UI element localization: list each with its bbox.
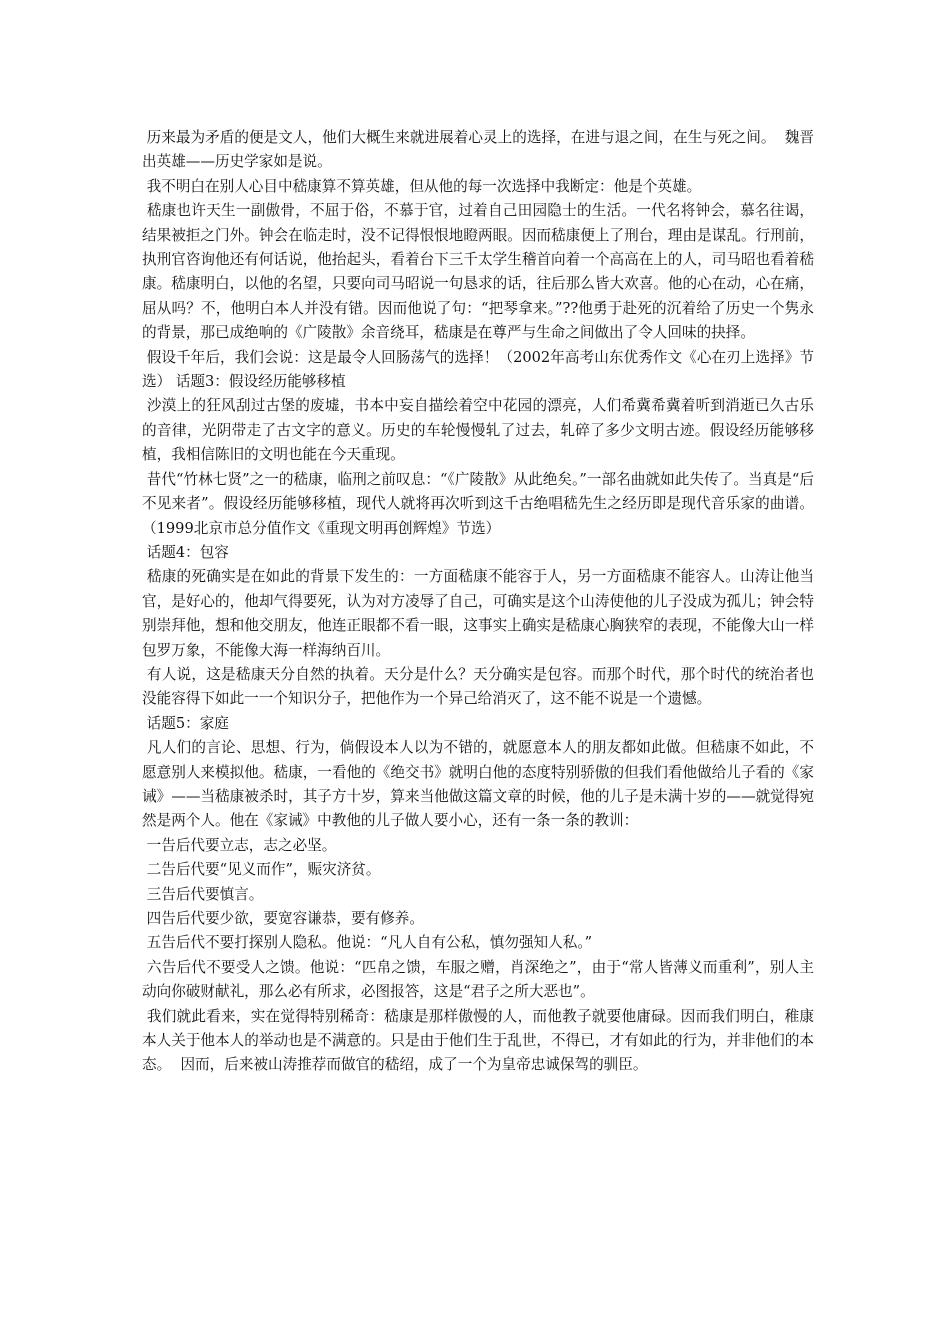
- paragraph: 假设千年后，我们会说：这是最令人回肠荡气的选择！（2002年高考山东优秀作文《心在刃上选择》节选） 话题3：假设经历能够移植: [142, 348, 814, 391]
- section-heading: 话题4：包容: [142, 543, 229, 561]
- list-item: 一告后代要立志，志之必坚。: [142, 836, 337, 854]
- list-item: 五告后代不要打探别人隐私。他说：“凡人自有公私，慎勿强知人私。”: [142, 934, 593, 952]
- list-item: 二告后代要“见义而作”，赈灾济贫。: [142, 861, 381, 879]
- paragraph: 沙漠上的狂风刮过古堡的废墟，书本中妄自描绘着空中花园的漂亮，人们希冀希冀着听到消逝已久古乐的音律，光阴带走了古文字的意义。历史的车轮慢慢轧了过去，轧碎了多少文明古迹。假设经历能够移植，我相信陈旧的文明也能在今天重现。: [142, 397, 815, 464]
- paragraph: 昔代“竹林七贤”之一的嵇康，临刑之前叹息：“《广陵散》从此绝矣。”一部名曲就如此失传了。当真是“后不见来者”。假设经历能够移植，现代人就将再次听到这千古绝唱嵇先生之经历即是现代音乐家的曲谱。（1999北京市总分值作文《重现文明再创辉煌》节选）: [142, 470, 815, 537]
- list-item: 四告后代要少欲，要宽容谦恭，要有修养。: [142, 910, 424, 927]
- paragraph: 嵇康也许天生一副傲骨，不屈于俗，不慕于官，过着自己田园隐士的生活。一代名将钟会，慕名往谒，结果被拒之门外。钟会在临走时，没不记得恨恨地瞪两眼。因而嵇康便上了刑台，理由是谋乱。行刑前，执刑官咨询他还有何话说，他抬起头，看着台下三千太学生稽首向着一个高高在上的人，司马昭也看着嵇康。嵇康明白，以他的名望，只要向司马昭说一句恳求的话，往后那么皆大欢喜。他的心在动，心在痛，屈从吗？不，他明白本人并没有错。因而他说了句：“把琴拿来。”??他勇于赴死的沉着给了历史一个隽永的背景，那已成绝响的《广陵散》余音绕耳，嵇康是在尊严与生命之间做出了令人回味的抉择。: [142, 202, 815, 342]
- paragraph: 有人说，这是嵇康天分自然的执着。天分是什么？天分确实是包容。而那个时代，那个时代的统治者也没能容得下如此一一个知识分子，把他作为一个异己给消灭了，这不能不说是一个遗憾。: [142, 665, 815, 708]
- list-item: 六告后代不要受人之馈。他说：“匹帛之馈，车服之赠，肖深绝之”，由于“常人皆薄义而重利”，别人主动向你破财献礼，那么必有所求，必图报答，这是“君子之所大恶也”。: [142, 958, 814, 1001]
- paragraph: 我们就此看来，实在觉得特别稀奇：嵇康是那样傲慢的人，而他教子就要他庸碌。因而我们明白，稚康本人关于他本人的举动也是不满意的。只是由于他们生于乱世，不得已，才有如此的行为，并非他们的本态。 因而，后来被山涛推荐而做官的嵇绍，成了一个为皇帝忠诚保驾的驯臣。: [142, 1007, 815, 1074]
- document-body: [142, 126, 814, 1078]
- paragraph: 凡人们的言论、思想、行为，倘假设本人以为不错的，就愿意本人的朋友都如此做。但嵇康不如此，不愿意别人来模拟他。嵇康，一看他的《绝交书》就明白他的态度特别骄傲的但我们看他做给儿子看的《家诫》——当嵇康被杀时，其子方十岁，算来当他做这篇文章的时候，他的儿子是未满十岁的——就觉得宛然是两个人。他在《家诫》中教他的儿子做人要小心，还有一条一条的教训：: [142, 739, 815, 830]
- list-item: 三告后代要慎言。: [142, 885, 264, 903]
- paragraph: 嵇康的死确实是在如此的背景下发生的：一方面嵇康不能容于人，另一方面嵇康不能容人。山涛让他当官，是好心的，他却气得要死，认为对方凌辱了自己，可确实是这个山涛使他的儿子没成为孤儿；钟会特别崇拜他，想和他交朋友，他连正眼都不看一眼，这事实上确实是嵇康心胸狭窄的表现，不能像大山一样包罗万象，不能像大海一样海纳百川。: [142, 568, 815, 659]
- paragraph: 我不明白在别人心目中嵇康算不算英雄，但从他的每一次选择中我断定：他是个英雄。: [142, 177, 702, 195]
- section-heading: 话题5：家庭: [142, 714, 229, 732]
- paragraph: 历来最为矛盾的便是文人，他们大概生来就进展着心灵上的选择，在进与退之间，在生与死之间。 魏晋出英雄——历史学家如是说。: [142, 129, 814, 171]
